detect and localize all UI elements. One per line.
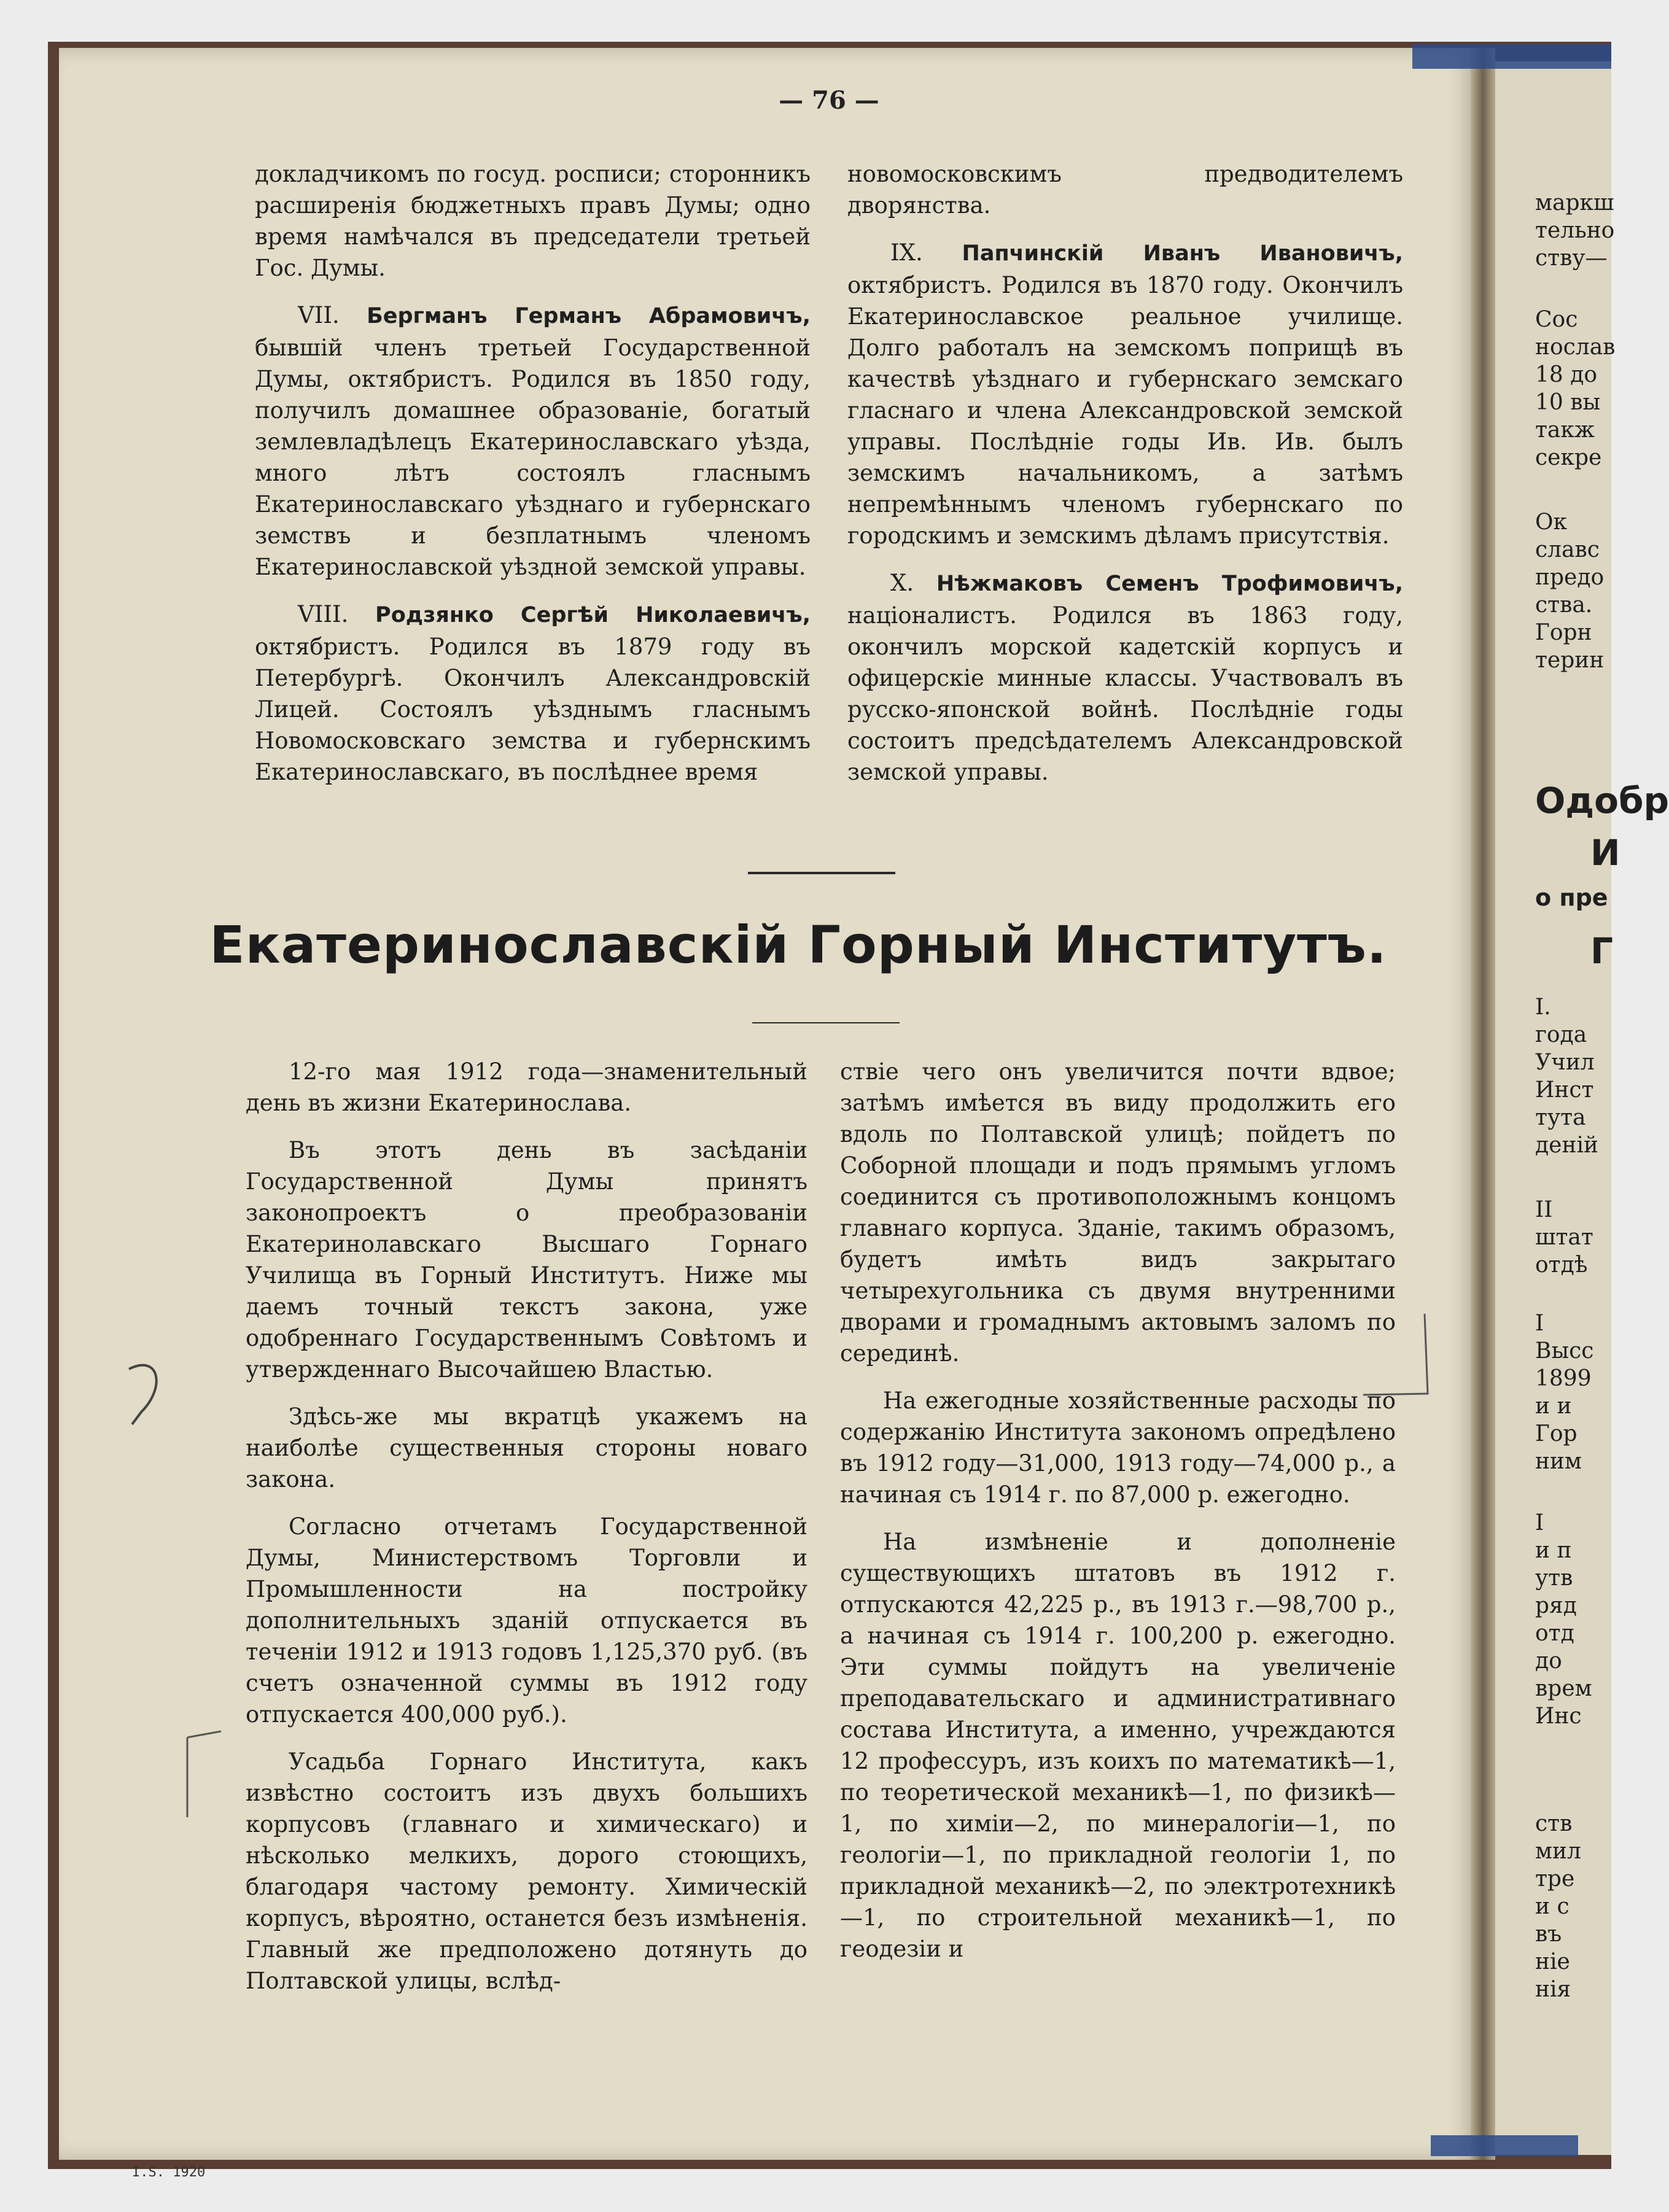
next-page-fragment: I bbox=[1535, 1510, 1544, 1535]
next-page-fragment: врем bbox=[1535, 1676, 1592, 1701]
next-page-fragment: и с bbox=[1535, 1894, 1570, 1919]
next-page-fragment: терин bbox=[1535, 648, 1605, 673]
next-page-fragment: тельно bbox=[1535, 218, 1615, 243]
article-paragraph: Усадьба Горнаго Института, какъ извѣстно состоитъ изъ двухъ большихъ корпусовъ (главнаго и химическаго) и нѣсколько мелкихъ, дорого стоющихъ, благодаря частому ремонту. Химическій корпусъ, вѣроятно, останется безъ измѣненія. Главный же предположено дотянуть до Полтавской улицы, вслѣд- bbox=[246, 1748, 807, 1994]
next-page-fragment: 18 до bbox=[1535, 362, 1598, 387]
next-page-fragment: отд bbox=[1535, 1621, 1574, 1646]
next-page-fragment: Инс bbox=[1535, 1704, 1582, 1729]
article-paragraph: Согласно отчетамъ Государственной Думы, Министерствомъ Торговли и Промышленности на постройку дополнительныхъ зданій отпускается въ теченіи 1912 и 1913 годовъ 1,125,370 руб. (въ счетъ означенной суммы въ 1912 году отпускается 400,000 руб.). bbox=[246, 1513, 807, 1728]
next-page-fragment: I bbox=[1535, 1311, 1544, 1336]
article-paragraph: На ежегодные хозяйственные расходы по содержанію Института закономъ опредѣлено въ 1912 году—31,000, 1913 году—74,000 р., а начиная съ 1914 г. по 87,000 р. ежегодно. bbox=[840, 1387, 1396, 1508]
next-page-fragment: славс bbox=[1535, 537, 1600, 562]
article-headline: Екатеринославскій Горный Институтъ. bbox=[209, 915, 1387, 975]
next-page-fragment: и п bbox=[1535, 1538, 1572, 1563]
next-page-fragment: такж bbox=[1535, 417, 1595, 443]
next-page-fragment: Высс bbox=[1535, 1338, 1594, 1364]
next-page-fragment: мил bbox=[1535, 1839, 1581, 1864]
paragraph: докладчикомъ по госуд. росписи; сторонникъ расширенія бюджетныхъ правъ Думы; одно время намѣчался въ председатели третьей Гос. Думы. bbox=[255, 161, 811, 281]
article-paragraph: 12-го мая 1912 года—знаменительный день въ жизни Екатеринослава. bbox=[246, 1058, 807, 1116]
next-page-fragment: маркш bbox=[1535, 190, 1614, 215]
next-page-fragment: И bbox=[1590, 832, 1620, 874]
next-page-fragment: 1899 bbox=[1535, 1366, 1592, 1391]
entry-viii: VIII. Родзянко Сергѣй Николаевичъ, октябристъ. Родился въ 1879 году въ Петербургѣ. Окончилъ Александровскій Лицей. Состоялъ уѣзднымъ гласнымъ Новомосковскаго земства и губернскимъ Екатеринославскаго, въ послѣднее время bbox=[255, 601, 811, 785]
library-stamp: I.S. 1920 bbox=[132, 2165, 206, 2180]
next-page-fragment: Сос bbox=[1535, 307, 1578, 332]
next-page-fragment: ства. bbox=[1535, 592, 1593, 618]
next-page-fragment: 10 вы bbox=[1535, 390, 1601, 415]
next-page-fragment: Одобр bbox=[1535, 780, 1669, 821]
next-page-fragment: нослав bbox=[1535, 335, 1616, 360]
next-page-fragment: ніе bbox=[1535, 1949, 1570, 1974]
next-page-fragment: года bbox=[1535, 1022, 1587, 1047]
next-page-fragment: Гор bbox=[1535, 1421, 1578, 1446]
next-page-fragment: тре bbox=[1535, 1866, 1575, 1892]
next-page-fragment: до bbox=[1535, 1648, 1562, 1674]
article-paragraph: На измѣненіе и дополненіе существующихъ штатовъ въ 1912 г. отпускаются 42,225 р., въ 1913 г.—98,700 р., а начиная съ 1914 г. 100,200 р. ежегодно. Эти суммы пойдутъ на увеличеніе преподавательскаго и административнаго состава Института, а именно, учреждаются 12 профессуръ, изъ коихъ по математикѣ—1, по теоретической механикѣ—1, по физикѣ—1, по химіи—2, по минералогіи—1, по геологіи—1, по прикладной геологіи 1, по прикладной механикѣ—2, по электротехникѣ—1, по строительной механикѣ—1, по геодезіи и bbox=[840, 1529, 1396, 1962]
article-paragraph: Въ этотъ день въ засѣданіи Государственной Думы принятъ законопроектъ о преобразованіи Екатеринолавскаго Высшаго Горнаго Училища въ Горный Институтъ. Ниже мы даемъ точный текстъ закона, уже одобреннаго Государственнымъ Совѣтомъ и утвержденнаго Высочайшею Властью. bbox=[246, 1137, 807, 1383]
next-page-fragment: предо bbox=[1535, 565, 1605, 590]
next-page-fragment: тута bbox=[1535, 1105, 1586, 1130]
next-page-fragment: отдѣ bbox=[1535, 1252, 1588, 1278]
next-page-fragment: и и bbox=[1535, 1394, 1572, 1419]
next-page-fragment: Горн bbox=[1535, 620, 1592, 645]
next-page-fragment: ним bbox=[1535, 1449, 1582, 1474]
next-page-fragment: секре bbox=[1535, 445, 1602, 470]
next-page-fragment: ств bbox=[1535, 1811, 1573, 1836]
next-page-fragment: Г bbox=[1590, 930, 1613, 972]
next-page-fragment: штат bbox=[1535, 1225, 1593, 1250]
entry-x: X. Нѣжмаковъ Семенъ Трофимовичъ, націоналистъ. Родился въ 1863 году, окончилъ морской кадетскій корпусъ и офицерскіе минные классы. Участвовалъ въ русско-японской войнѣ. Послѣдніе годы состоитъ предсѣдателемъ Александровской земской управы. bbox=[847, 570, 1404, 785]
next-page-fragment: Инст bbox=[1535, 1077, 1594, 1103]
next-page-fragment: о пре bbox=[1535, 884, 1608, 911]
page-number: — 76 — bbox=[779, 86, 879, 115]
next-page-fragment: I. bbox=[1535, 995, 1551, 1020]
entry-vii: VII. Бергманъ Германъ Абрамовичъ, бывшій членъ третьей Государственной Думы, октябристъ. Родился въ 1850 году, получилъ домашнее образованіе, богатый землевладѣлецъ Екатеринославскаго уѣзда, много лѣтъ состоялъ гласнымъ Екатеринославскаго уѣзднаго и губернскаго земствъ и безплатнымъ членомъ Екатеринославской уѣздной земской управы. bbox=[255, 302, 811, 580]
entry-ix: IX. Папчинскій Иванъ Ивановичъ, октябристъ. Родился въ 1870 году. Окончилъ Екатеринославское реальное училище. Долго работалъ на земскомъ поприщѣ въ качествѣ уѣзднаго и губернскаго земскаго гласнаго и члена Александровской земской управы. Послѣдніе годы Ив. Ив. былъ земскимъ начальникомъ, а затѣмъ непремѣннымъ членомъ губернскаго по городскимъ и земскимъ дѣламъ присутствія. bbox=[847, 239, 1403, 549]
next-page-fragment: деній bbox=[1535, 1133, 1598, 1158]
next-page-fragment: въ bbox=[1535, 1922, 1562, 1947]
article-paragraph: Здѣсь-же мы вкратцѣ укажемъ на наиболѣе существенныя стороны новаго закона. bbox=[246, 1403, 807, 1492]
next-page-fragment: ству— bbox=[1535, 246, 1608, 271]
paragraph: новомосковскимъ предводителемъ дворянства. bbox=[847, 161, 1403, 219]
article-paragraph: ствіе чего онъ увеличится почти вдвое; затѣмъ имѣется въ виду продолжить его вдоль по Полтавской улицѣ; пойдетъ по Соборной площади и подъ прямымъ угломъ соединится съ противоположнымъ концомъ главнаго корпуса. Зданіе, такимъ образомъ, будетъ имѣть видъ закрытаго четырехугольника съ двумя внутренними дворами и громаднымъ актовымъ заломъ по серединѣ. bbox=[840, 1058, 1396, 1367]
next-page-fragment: утв bbox=[1535, 1566, 1573, 1591]
next-page-fragment: ряд bbox=[1535, 1593, 1577, 1618]
next-page-fragment: нія bbox=[1535, 1977, 1571, 2002]
next-page-fragment: II bbox=[1535, 1197, 1553, 1222]
next-page-fragment: Учил bbox=[1535, 1050, 1595, 1075]
next-page-fragment: Ок bbox=[1535, 510, 1568, 535]
